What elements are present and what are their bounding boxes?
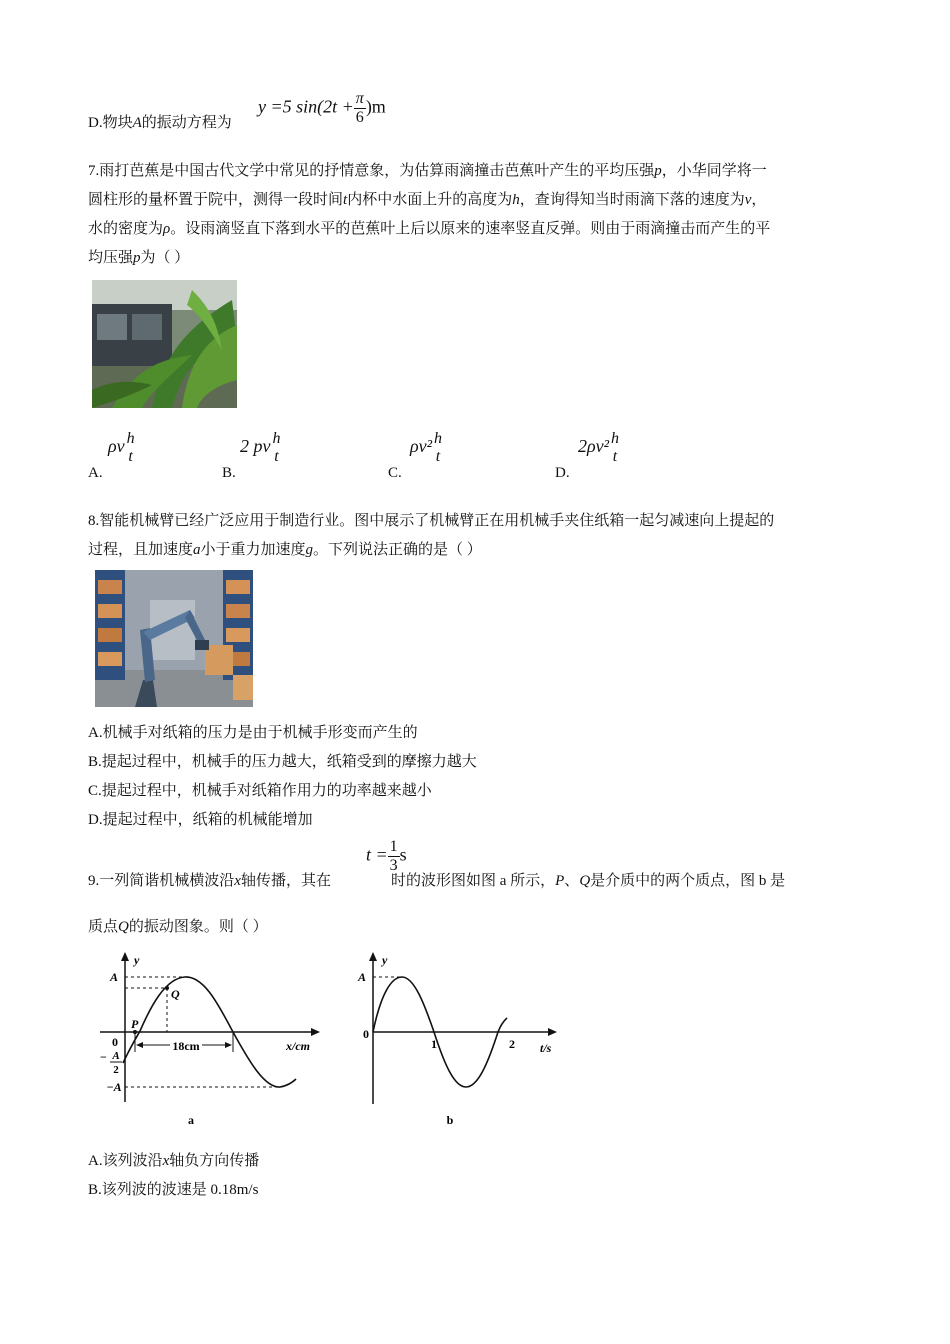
q9-time-equation: t = $\frac{1}{3}$ s — [366, 838, 407, 874]
graph-a-half-num: A — [112, 1050, 120, 1062]
graph-b-origin-label: 0 — [363, 1027, 369, 1041]
graph-a-caption: a — [188, 1113, 194, 1127]
q9-line-1: 9.一列简谐机械横波沿x轴传播，其在 时的波形图如图 a 所示，P、Q是介质中的两个质点，图 b 是 — [88, 873, 786, 889]
graph-a-y-arrow — [121, 952, 129, 961]
graph-b-y-label: y — [382, 953, 388, 967]
q8-option-b: B.提起过程中，机械手的压力越大，纸箱受到的摩擦力越大 — [88, 754, 477, 770]
graph-b-y-arrow — [369, 952, 377, 961]
graph-a-q-label: Q — [171, 987, 180, 1001]
q9-line-2: 质点Q的振动图象。则（ ） — [88, 919, 268, 935]
q8-option-c: C.提起过程中，机械手对纸箱作用力的功率越来越小 — [88, 783, 432, 799]
q8-line-1: 8.智能机械臂已经广泛应用于制造行业。图中展示了机械臂正在用机械手夹住纸箱一起匀减速向上提起的 — [88, 513, 775, 529]
robot-arm-illustration — [95, 570, 253, 707]
q7-line-3: 水的密度为ρ。设雨滴竖直下落到水平的芭蕉叶上后以原来的速率竖直反弹。则由于雨滴撞击而产生的平 — [88, 221, 771, 237]
q7-line-2: 圆柱形的量杯置于院中，测得一段时间t内杯中水面上升的高度为h，查询得知当时雨滴下落的速度为v， — [88, 192, 767, 208]
q8-option-d: D.提起过程中，纸箱的机械能增加 — [88, 812, 313, 828]
graph-b-x-label: t/s — [540, 1041, 552, 1055]
robot-arm-photo — [95, 570, 253, 707]
graph-b-tick-1: 1 — [431, 1037, 437, 1051]
wave-graph-a — [90, 948, 330, 1128]
q7-line-1: 7.雨打芭蕉是中国古代文学中常见的抒情意象，为估算雨滴撞击芭蕉叶产生的平均压强p，小华同学将一 — [88, 163, 767, 179]
q7-line-4: 均压强p为（ ） — [88, 250, 190, 266]
q9-option-b: B.该列波的波速是 0.18m/s — [88, 1182, 259, 1198]
graph-b-amplitude-label: A — [357, 970, 367, 984]
graph-b-tick-2: 2 — [509, 1037, 515, 1051]
graph-a-p-label: P — [131, 1017, 139, 1031]
graph-a-neg-sign: − — [100, 1050, 107, 1064]
q8-line-2: 过程，且加速度a小于重力加速度g。下列说法正确的是（ ） — [88, 542, 482, 558]
graph-a-half-den: 2 — [113, 1064, 119, 1076]
banana-leaf-photo — [92, 280, 237, 408]
vibration-graph-b — [352, 948, 567, 1128]
graph-a-dist-label: 18cm — [172, 1039, 200, 1053]
graph-a-point-q — [165, 986, 169, 990]
graph-b-caption: b — [446, 1113, 454, 1127]
graph-a-x-label: x/cm — [286, 1039, 310, 1053]
graph-b-x-arrow — [548, 1028, 557, 1036]
graph-a-amplitude-label: A — [109, 970, 119, 984]
graph-a-x-arrow — [311, 1028, 320, 1036]
q9-option-a: A.该列波沿x轴负方向传播 — [88, 1153, 260, 1169]
q6-equation: y =5 sin(2t + $\frac{\pi}{6}$ )m — [258, 90, 386, 126]
q8-option-a: A.机械手对纸箱的压力是由于机械手形变而产生的 — [88, 725, 418, 741]
banana-leaf-illustration — [92, 280, 237, 408]
graph-a-origin-label: 0 — [112, 1035, 118, 1049]
graph-a-neg-amplitude-label: −A — [106, 1080, 122, 1094]
q6-option-d: D.物块A的振动方程为 — [88, 115, 232, 131]
graph-a-y-label: y — [134, 953, 140, 967]
